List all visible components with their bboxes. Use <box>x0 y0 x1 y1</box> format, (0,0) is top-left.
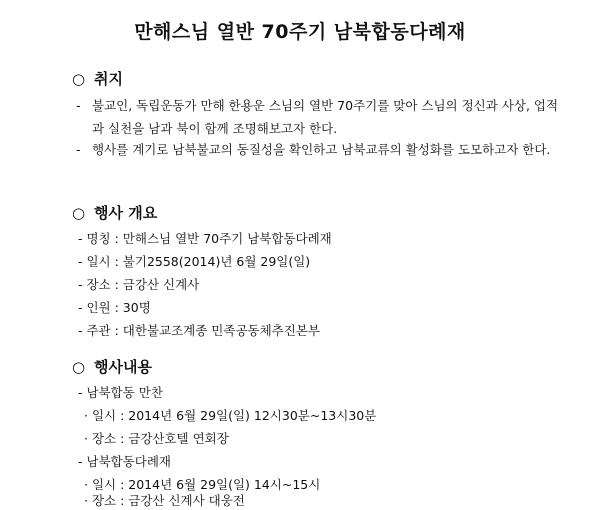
program-item-dinner-place: · 장소 : 금강산호텔 연회장 <box>84 431 229 446</box>
program-item-dinner: - 남북합동 만찬 <box>78 385 163 400</box>
overview-item-name: - 명칭 : 만해스님 열반 70주기 남북합동다례재 <box>78 231 332 246</box>
program-item-dinner-date: · 일시 : 2014년 6월 29일(일) 12시30분~13시30분 <box>84 408 377 423</box>
purpose-item-text: 불교인, 독립운동가 만해 한용운 스님의 열반 70주기를 맞아 스님의 정신과 사상, 업적과 실천을 남과 북이 함께 조명해보고자 한다. <box>92 98 559 136</box>
program-item-ceremony-date: · 일시 : 2014년 6월 29일(일) 14시~15시 <box>84 477 321 492</box>
purpose-item-2 <box>76 138 564 161</box>
overview-item-place: - 장소 : 금강산 신계사 <box>78 277 200 292</box>
dash-mark: - <box>76 142 81 157</box>
dash-mark: - <box>76 98 81 113</box>
overview-item-date: - 일시 : 불기2558(2014)년 6월 29일(일) <box>78 254 311 269</box>
section-heading <box>72 68 592 90</box>
section-program <box>72 356 592 378</box>
circle-bullet: ○ <box>72 204 86 222</box>
document-title: 만해스님 열반 70주기 남북합동다례재 <box>134 21 466 43</box>
heading-text: 취지 <box>94 70 123 88</box>
section-heading <box>72 356 592 378</box>
program-item-ceremony: - 남북합동다례재 <box>78 454 172 469</box>
section-purpose <box>72 68 592 90</box>
circle-bullet: ○ <box>72 70 86 88</box>
heading-text: 행사내용 <box>94 358 152 376</box>
purpose-item-text: 행사를 계기로 남북불교의 동질성을 확인하고 남북교류의 활성화를 도모하고자 한다. <box>92 142 551 157</box>
section-heading <box>72 202 592 224</box>
circle-bullet: ○ <box>72 358 86 376</box>
program-item-ceremony-place: · 장소 : 금강산 신계사 대웅전 <box>84 493 245 508</box>
section-overview <box>72 202 592 224</box>
overview-item-people: - 인원 : 30명 <box>78 300 151 315</box>
overview-item-host: - 주관 : 대한불교조계종 민족공동체추진본부 <box>78 323 320 338</box>
heading-text: 행사 개요 <box>94 204 158 222</box>
purpose-item-1 <box>76 94 564 140</box>
